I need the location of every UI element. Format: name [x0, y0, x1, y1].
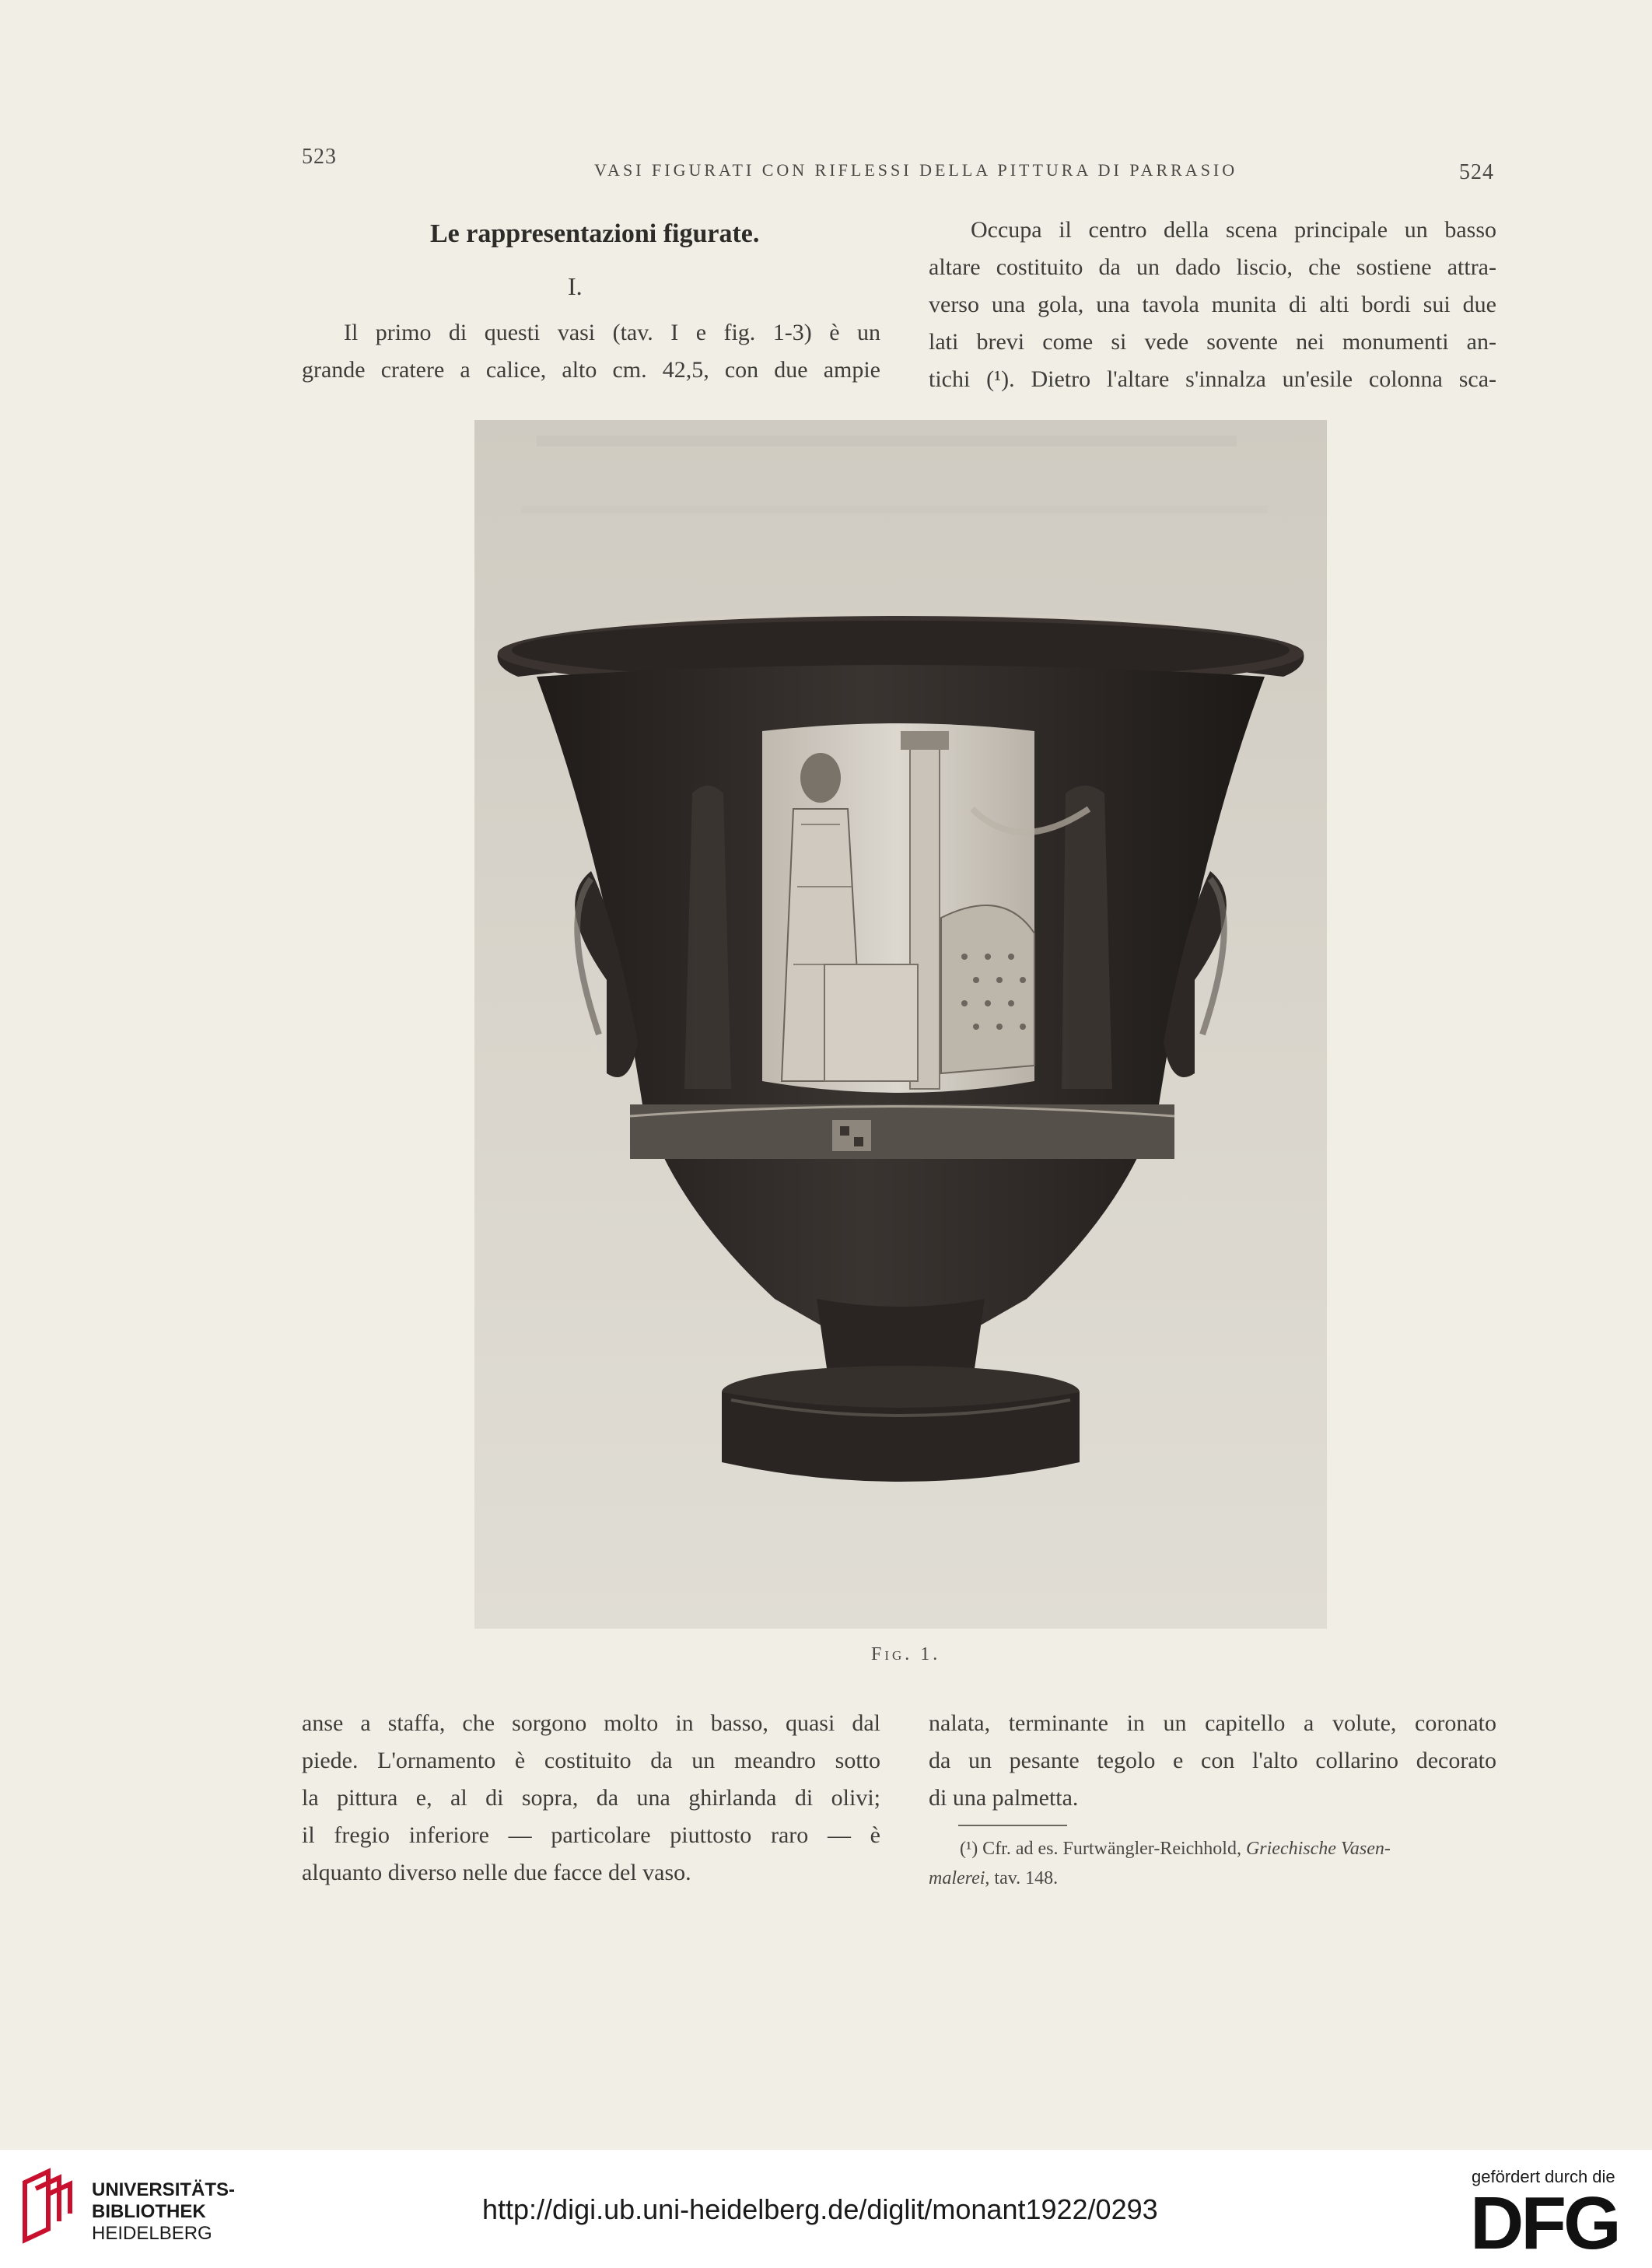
- ub-heidelberg-wordmark: [92, 2179, 235, 2245]
- text-line: la pittura e, al di sopra, da una ghirlanda di olivi;: [302, 1785, 880, 1811]
- section-number: I.: [568, 272, 583, 300]
- dfg-logo: DFG: [1470, 2182, 1619, 2265]
- text-line: tichi (¹). Dietro l'altare s'innalza un'esile colonna sca-: [929, 366, 1496, 392]
- text-line: grande cratere a calice, alto cm. 42,5, con due ampie: [302, 357, 880, 383]
- calyx-krater-image: [474, 420, 1327, 1629]
- section-heading: Le rappresentazioni figurate.: [430, 219, 760, 248]
- left-paragraph-1: [302, 314, 880, 389]
- text-line: il fregio inferiore — particolare piuttosto raro — è: [302, 1822, 880, 1848]
- text-line: lati brevi come si vede sovente nei monumenti an-: [929, 329, 1496, 355]
- running-title: VASI FIGURATI CON RIFLESSI DELLA PITTURA DI PARRASIO: [594, 160, 1238, 180]
- figure-caption: Fig. 1.: [871, 1644, 941, 1664]
- footnote-title-cont: malerei: [929, 1868, 985, 1888]
- footnote-rule: [958, 1825, 1067, 1826]
- text-line: Occupa il centro della scena principale un basso: [971, 217, 1496, 243]
- footnote-text: (¹) Cfr. ad es. Furtwängler-Reichhold,: [960, 1839, 1241, 1859]
- text-line: piede. L'ornamento è costituito da un meandro sotto: [302, 1748, 880, 1773]
- text-line: di una palmetta.: [929, 1785, 1079, 1811]
- right-paragraph-1: [929, 212, 1496, 398]
- text-line: da un pesante tegolo e con l'alto collarino decorato: [929, 1748, 1496, 1773]
- vase-photograph: [474, 420, 1327, 1629]
- footnote: [929, 1834, 1496, 1893]
- page-number-right: 524: [1459, 160, 1494, 184]
- text-line: nalata, terminante in un capitello a volute, coronato: [929, 1710, 1496, 1736]
- text-line: altare costituito da un dado liscio, che sostiene attra-: [929, 254, 1496, 280]
- library-line: BIBLIOTHEK: [92, 2201, 206, 2222]
- digitization-footer: [0, 2150, 1652, 2268]
- funding-note: gefördert durch die: [1472, 2167, 1615, 2186]
- permalink-url[interactable]: http://digi.ub.uni-heidelberg.de/diglit/monant1922/0293: [482, 2193, 1158, 2225]
- library-line: HEIDELBERG: [92, 2223, 212, 2244]
- text-line: alquanto diverso nelle due facce del vaso.: [302, 1860, 691, 1885]
- page-number-left: 523: [302, 145, 337, 169]
- left-paragraph-2: [302, 1705, 880, 1892]
- footnote-title: Griechische Vasen-: [1245, 1839, 1391, 1859]
- right-paragraph-2: [929, 1705, 1496, 1817]
- library-line: UNIVERSITÄTS-: [92, 2179, 236, 2200]
- text-line: anse a staffa, che sorgono molto in basso, quasi dal: [302, 1710, 880, 1736]
- text-line: Il primo di questi vasi (tav. I e fig. 1-3) è un: [344, 320, 880, 345]
- footnote-plate: , tav. 148.: [985, 1868, 1059, 1888]
- text-line: verso una gola, una tavola munita di alti bordi sui due: [929, 292, 1496, 317]
- ub-logo-icon: [17, 2167, 79, 2245]
